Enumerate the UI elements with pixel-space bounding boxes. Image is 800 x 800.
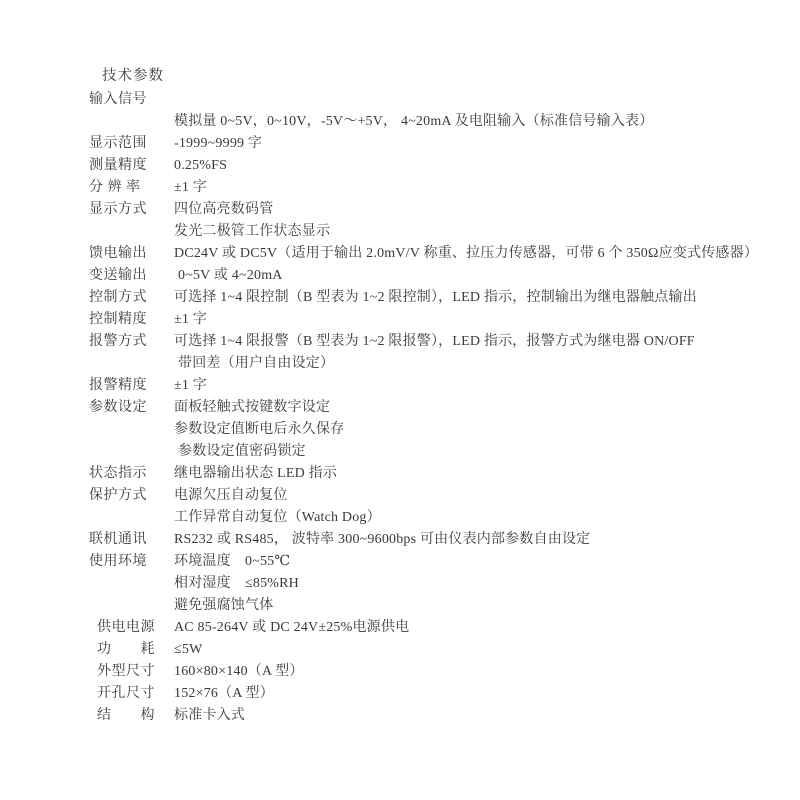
- spec-value: 160×80×140（A 型）: [174, 664, 304, 679]
- spec-row: [89, 683, 770, 705]
- spec-label: 参数设定: [89, 400, 147, 415]
- spec-row: [89, 111, 770, 133]
- spec-value: AC 85-264V 或 DC 24V±25%电源供电: [174, 620, 410, 635]
- spec-value: ±1 字: [174, 378, 207, 393]
- spec-value: ±1 字: [174, 312, 207, 327]
- spec-value: 可选择 1~4 限控制（B 型表为 1~2 限控制），LED 指示，控制输出为继电器触点输出: [174, 290, 697, 305]
- spec-label: 功 耗: [97, 642, 155, 657]
- spec-value: 带回差（用户自由设定）: [178, 356, 335, 371]
- spec-label: 馈电输出: [89, 246, 147, 261]
- spec-value: 工作异常自动复位（Watch Dog）: [174, 510, 381, 525]
- spec-label: 控制方式: [89, 290, 147, 305]
- spec-row: [89, 133, 770, 155]
- spec-row: [89, 287, 770, 309]
- spec-row: [89, 639, 770, 661]
- spec-value: 避免强腐蚀气体: [174, 598, 274, 613]
- spec-value: 参数设定值密码锁定: [178, 444, 306, 459]
- spec-label: 结 构: [97, 708, 155, 723]
- spec-value: 标准卡入式: [174, 708, 245, 723]
- spec-label: 开孔尺寸: [97, 686, 155, 701]
- spec-row: [89, 573, 770, 595]
- spec-label: 联机通讯: [89, 532, 147, 547]
- spec-value: 环境温度 0~55℃: [174, 554, 291, 569]
- spec-label: 供电电源: [97, 620, 155, 635]
- spec-label: 报警精度: [89, 378, 147, 393]
- spec-label: 控制精度: [89, 312, 147, 327]
- spec-row: [89, 375, 770, 397]
- spec-row: [89, 507, 770, 529]
- spec-value: 152×76（A 型）: [174, 686, 274, 701]
- spec-row: [89, 353, 770, 375]
- spec-label: 外型尺寸: [97, 664, 155, 679]
- spec-row: [89, 155, 770, 177]
- spec-value: ≤5W: [174, 642, 203, 657]
- spec-value: 模拟量 0~5V，0~10V，-5V～+5V， 4~20mA 及电阻输入（标准信号输入表）: [174, 114, 654, 129]
- spec-value: 面板轻触式按键数字设定: [174, 400, 331, 415]
- spec-row: [89, 705, 770, 727]
- spec-row: [89, 529, 770, 551]
- spec-value: 相对湿度 ≤85%RH: [174, 576, 299, 591]
- spec-row: [89, 243, 770, 265]
- spec-label: 使用环境: [89, 554, 147, 569]
- spec-row: [89, 595, 770, 617]
- spec-label: 状态指示: [89, 466, 147, 481]
- spec-label: 变送输出: [89, 268, 147, 283]
- spec-label: 保护方式: [89, 488, 147, 503]
- spec-row: [89, 309, 770, 331]
- spec-label: 分 辨 率: [89, 180, 141, 195]
- spec-table: [89, 89, 770, 727]
- spec-value: RS232 或 RS485， 波特率 300~9600bps 可由仪表内部参数自由设定: [174, 532, 591, 547]
- spec-value: 0.25%FS: [174, 158, 228, 173]
- spec-row: [89, 89, 770, 111]
- spec-row: [89, 419, 770, 441]
- spec-value: 继电器输出状态 LED 指示: [174, 466, 338, 481]
- spec-value: ±1 字: [174, 180, 207, 195]
- spec-value: DC24V 或 DC5V（适用于输出 2.0mV/V 称重、拉压力传感器，可带 6 个 350Ω应变式传感器）: [174, 246, 759, 261]
- spec-row: [89, 463, 770, 485]
- spec-value: 参数设定值断电后永久保存: [174, 422, 345, 437]
- spec-label: 显示方式: [89, 202, 147, 217]
- spec-value: 四位高亮数码管: [174, 202, 274, 217]
- spec-row: [89, 661, 770, 683]
- spec-value: 0~5V 或 4~20mA: [178, 268, 283, 283]
- spec-value: -1999~9999 字: [174, 136, 263, 151]
- spec-row: [89, 221, 770, 243]
- spec-row: [89, 397, 770, 419]
- spec-row: [89, 331, 770, 353]
- spec-label: 测量精度: [89, 158, 147, 173]
- spec-label: 显示范围: [89, 136, 147, 151]
- spec-row: [89, 485, 770, 507]
- spec-row: [89, 617, 770, 639]
- spec-row: [89, 265, 770, 287]
- spec-row: [89, 551, 770, 573]
- spec-label: 输入信号: [89, 92, 147, 107]
- spec-value: 电源欠压自动复位: [174, 488, 288, 503]
- spec-row: [89, 177, 770, 199]
- spec-value: 发光二极管工作状态显示: [174, 224, 331, 239]
- page-title: 技术参数: [102, 68, 164, 84]
- spec-label: 报警方式: [89, 334, 147, 349]
- spec-row: [89, 441, 770, 463]
- spec-row: [89, 199, 770, 221]
- spec-value: 可选择 1~4 限报警（B 型表为 1~2 限报警），LED 指示，报警方式为继电器 ON/OFF: [174, 334, 695, 349]
